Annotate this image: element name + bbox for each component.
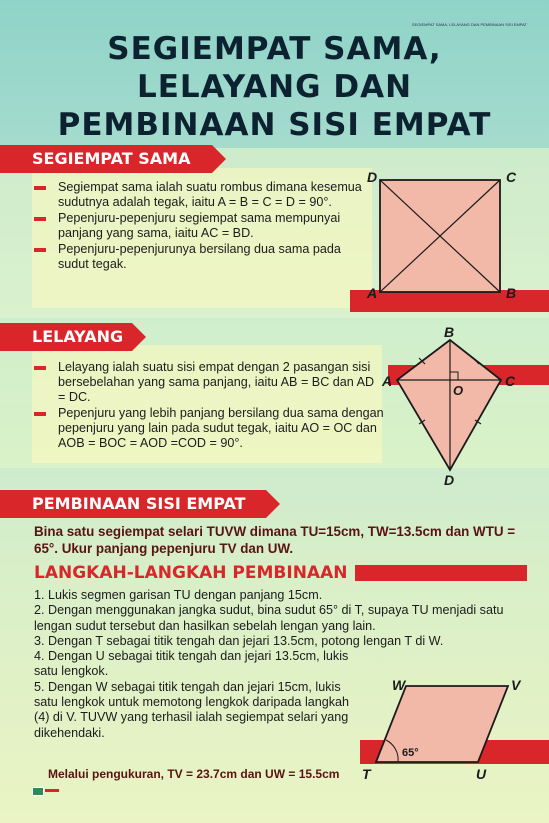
kite-label-a: A bbox=[382, 373, 393, 389]
section2-bullets bbox=[34, 360, 384, 452]
square-label-a: A bbox=[367, 285, 378, 301]
measurement-result: Melalui pengukuran, TV = 23.7cm dan UW = 15.5cm bbox=[48, 767, 340, 781]
parallelogram-label-w: W bbox=[392, 677, 406, 693]
kite-label-c: C bbox=[505, 373, 516, 389]
steps-heading: LANGKAH-LANGKAH PEMBINAAN bbox=[34, 563, 348, 583]
header-note: SEGIEMPAT SAMA, LELAYANG DAN PEMBINAAN SISI EMPAT bbox=[411, 22, 527, 27]
step-1-number: 1. bbox=[34, 588, 45, 602]
page-title bbox=[0, 30, 549, 144]
square-label-b: B bbox=[506, 285, 517, 301]
step-2-number: 2. bbox=[34, 603, 45, 618]
section2-bullet-1: Lelayang ialah suatu sisi empat dengan 2 pasangan sisi bersebelahan yang sama panjang, iaitu AB = BC dan AD = DC. bbox=[34, 360, 384, 405]
publisher-logo-icon bbox=[32, 787, 44, 796]
square-label-c: C bbox=[506, 169, 517, 185]
step-2 bbox=[34, 603, 534, 634]
section1-bullets bbox=[34, 180, 364, 273]
step-5-number: 5. bbox=[34, 679, 45, 694]
parallelogram-label-t: T bbox=[362, 766, 371, 782]
step-3 bbox=[34, 634, 534, 649]
step-1 bbox=[34, 588, 534, 603]
construction-task: Bina satu segiempat selari TUVW dimana TU=15cm, TW=13.5cm dan WTU = 65°. Ukur panjang pepenjuru TV dan UW. bbox=[34, 524, 516, 556]
kite-label-b: B bbox=[444, 324, 455, 340]
title-line-3: PEMBINAAN SISI EMPAT bbox=[57, 107, 492, 143]
title-line-1: SEGIEMPAT SAMA, bbox=[107, 31, 442, 67]
parallelogram-label-u: U bbox=[476, 766, 487, 782]
step-4-text: Dengan U sebagai titik tengah dan jejari 13.5cm, lukis satu lengkok. bbox=[34, 649, 349, 679]
step-3-text: Dengan T sebagai titik tengah dan jejari 13.5cm, potong lengan T di W. bbox=[48, 633, 444, 648]
steps-red-bar bbox=[355, 565, 527, 581]
square-label-d: D bbox=[367, 169, 378, 185]
step-5 bbox=[34, 680, 354, 741]
step-2-text: Dengan menggunakan jangka sudut, bina sudut 65° di T, supaya TU menjadi satu lengan sudut tersebut dan hasilkan sebelah lengan yang lain. bbox=[34, 603, 504, 633]
square-diagram bbox=[365, 166, 525, 306]
parallelogram-label-v: V bbox=[511, 677, 521, 693]
title-line-2: LELAYANG DAN bbox=[136, 69, 413, 105]
section1-bullet-1: Segiempat sama ialah suatu rombus dimana kesemua sudutnya adalah tegak, iaitu A = B = C = D = 90°. bbox=[34, 180, 364, 210]
kite-label-d: D bbox=[444, 472, 455, 488]
section1-bullet-2: Pepenjuru-pepenjuru segiempat sama mempunyai panjang yang sama, iaitu AC = BD. bbox=[34, 211, 364, 241]
step-4 bbox=[34, 649, 354, 680]
section2-bullet-2: Pepenjuru yang lebih panjang bersilang dua sama dengan pepenjuru yang lain pada sudut tegak, iaitu AO = OC dan AOB = BOC = AOD =COD = 90°. bbox=[34, 406, 384, 451]
kite-shape bbox=[397, 340, 501, 470]
kite-diagram bbox=[375, 322, 535, 492]
step-3-number: 3. bbox=[34, 633, 45, 648]
section2-heading: LELAYANG bbox=[0, 323, 132, 351]
angle-label: 65° bbox=[402, 747, 419, 759]
step-4-number: 4. bbox=[34, 649, 45, 664]
step-5-text: Dengan W sebagai titik tengah dan jejari 15cm, lukis satu lengkok untuk memotong lengkok daripada langkah (4) di V. TUVW yang terhasil ialah segiempat selari yang dikehendaki. bbox=[34, 679, 350, 740]
section1-bullet-3: Pepenjuru-pepenjurunya bersilang dua sama pada sudut tegak. bbox=[34, 242, 364, 272]
section1-heading: SEGIEMPAT SAMA bbox=[0, 145, 212, 173]
parallelogram-diagram bbox=[358, 672, 538, 784]
kite-label-o: O bbox=[453, 383, 464, 398]
publisher-logo-mark bbox=[45, 789, 59, 792]
section3-heading: PEMBINAAN SISI EMPAT bbox=[0, 490, 266, 518]
step-1-text: Lukis segmen garisan TU dengan panjang 15cm. bbox=[48, 588, 323, 602]
